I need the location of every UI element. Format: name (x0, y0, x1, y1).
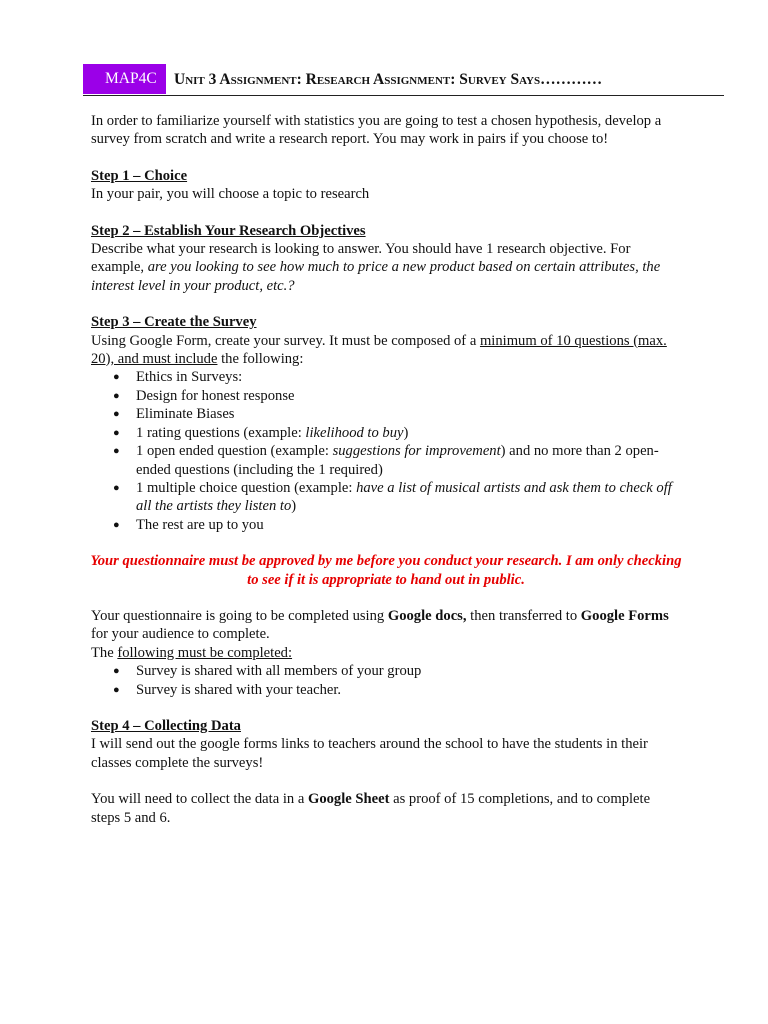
step3-body (91, 332, 681, 369)
list-item-example: have a list of musical artists and ask them to check off all the artists they listen to (136, 479, 672, 515)
bullet-icon: ● (113, 683, 120, 696)
step2-body-example: are you looking to see how much to price a new product based on certain attributes, the interest level in your product, etc.? (91, 259, 661, 294)
course-code-badge: MAP4C (83, 64, 166, 94)
list-item-text: 1 open ended question (example: (136, 443, 333, 460)
step2-body-plain: Describe what your research is looking to answer. You should have 1 research objective. For example, (91, 241, 631, 276)
step4-heading: Step 4 – Collecting Data (91, 717, 241, 734)
docs-text: then transferred to (466, 607, 581, 624)
bullet-icon: ● (113, 408, 120, 421)
bullet-icon: ● (113, 665, 120, 678)
list-item-text: Ethics in Surveys: (136, 369, 243, 386)
google-docs-label: Google docs, (387, 607, 467, 624)
list-item (91, 387, 681, 405)
collect-text: You will need to collect the data in a (91, 791, 308, 808)
list-item-text: Survey is shared with all members of your group (136, 663, 422, 680)
document-header (83, 64, 724, 96)
following-prefix: The (91, 644, 118, 661)
step3-body-end: the following: (217, 351, 304, 368)
list-item-text: Survey is shared with your teacher. (136, 681, 342, 698)
step3-body-start: Using Google Form, create your survey. It must be composed of a (91, 332, 480, 349)
list-item (91, 479, 681, 516)
following-line (91, 644, 681, 662)
list-item-example: suggestions for improvement (332, 443, 501, 460)
google-sheet-label: Google Sheet (307, 791, 390, 808)
following-underlined: following must be completed: (117, 644, 293, 661)
google-forms-label: Google Forms (580, 607, 669, 624)
list-item-text: Eliminate Biases (136, 406, 235, 423)
list-item-text-after: ) (291, 498, 297, 515)
step1-body: In your pair, you will choose a topic to research (91, 186, 370, 203)
list-item (91, 681, 681, 699)
list-item (91, 368, 681, 386)
bullet-icon: ● (113, 445, 120, 458)
step2-heading: Step 2 – Establish Your Research Objectives (91, 222, 366, 239)
bullet-icon: ● (113, 518, 120, 531)
list-item (91, 424, 681, 442)
step4-body: I will send out the google forms links to teachers around the school to have the students in their classes complete the surveys! (91, 736, 648, 771)
bullet-icon: ● (113, 481, 120, 494)
docs-text: Your questionnaire is going to be completed using (91, 607, 388, 624)
list-item-text-after: ) and no more than 2 open-ended questions (including the 1 required) (136, 443, 659, 478)
bullet-icon: ● (113, 389, 120, 402)
collect-text: as proof of 15 completions, and to complete steps 5 and 6. (91, 791, 651, 826)
approval-notice: Your questionnaire must be approved by me before you conduct your research. I am only checking to see if it is appropriate to hand out in public. (90, 553, 682, 588)
list-item (91, 516, 681, 534)
docs-text: for your audience to complete. (91, 626, 270, 643)
list-item-text: The rest are up to you (136, 516, 264, 533)
collect-data-paragraph (91, 790, 681, 827)
step3-body-requirement: minimum of 10 questions (max. 20), and must include (91, 332, 667, 368)
list-item-example: likelihood to buy (305, 424, 404, 441)
list-item (91, 442, 681, 479)
step3-heading: Step 3 – Create the Survey (91, 314, 257, 331)
step1-heading: Step 1 – Choice (91, 167, 188, 184)
assignment-title: Unit 3 Assignment: Research Assignment: Survey Says………… (174, 71, 603, 88)
list-item (91, 405, 681, 423)
google-docs-paragraph (91, 607, 681, 644)
step2-body (91, 240, 681, 295)
survey-requirements-list (91, 368, 681, 534)
list-item-text: 1 multiple choice question (example: (136, 479, 357, 496)
sharing-requirements-list (91, 662, 681, 699)
list-item (91, 662, 681, 680)
list-item-text-after: ) (403, 424, 409, 441)
document-body (91, 112, 681, 827)
bullet-icon: ● (113, 371, 120, 384)
list-item-text: 1 rating questions (example: (136, 424, 306, 441)
bullet-icon: ● (113, 426, 120, 439)
list-item-text: Design for honest response (136, 387, 295, 404)
intro-paragraph: In order to familiarize yourself with statistics you are going to test a chosen hypothesis, develop a survey from scratch and write a research report. You may work in pairs if you choose to! (91, 113, 662, 148)
